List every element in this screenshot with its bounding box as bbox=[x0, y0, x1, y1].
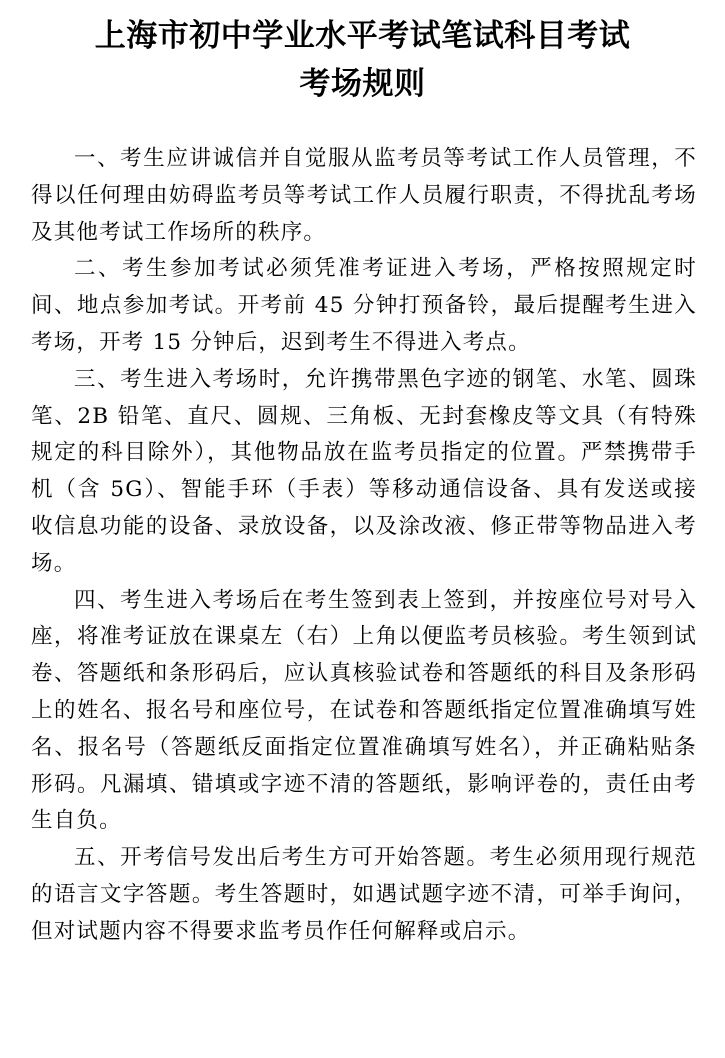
rule-paragraph-4: 四、考生进入考场后在考生签到表上签到，并按座位号对号入座，将准考证放在课桌左（右）上角以便监考员核验。考生领到试卷、答题纸和条形码后，应认真核验试卷和答题纸的科目及条形码上的姓名、报名号和座位号，在试卷和答题纸指定位置准确填写姓名、报名号（答题纸反面指定位置准确填写姓名），并正确粘贴条形码。凡漏填、错填或字迹不清的答题纸，影响评卷的，责任由考生自负。 bbox=[31, 587, 697, 834]
rules-body bbox=[31, 141, 697, 951]
document-title-line-1: 上海市初中学业水平考试笔试科目考试 bbox=[94, 18, 631, 54]
rule-paragraph-1: 一、考生应讲诚信并自觉服从监考员等考试工作人员管理，不得以任何理由妨碍监考员等考试工作人员履行职责，不得扰乱考场及其他考试工作场所的秩序。 bbox=[31, 146, 697, 245]
rule-paragraph-3: 三、考生进入考场时，允许携带黑色字迹的钢笔、水笔、圆珠笔、2B 铅笔、直尺、圆规、三角板、无封套橡皮等文具（有特殊规定的科目除外），其他物品放在监考员指定的位置。严禁携带手机（含 5G）、智能手环（手表）等移动通信设备、具有发送或接收信息功能的设备、录放设备，以及涂改液、修正带等物品进入考场。 bbox=[31, 366, 697, 576]
rule-paragraph-5: 五、开考信号发出后考生方可开始答题。考生必须用现行规范的语言文字答题。考生答题时，如遇试题字迹不清，可举手询问，但对试题内容不得要求监考员作任何解释或启示。 bbox=[31, 845, 697, 944]
rule-paragraph-2: 二、考生参加考试必须凭准考证进入考场，严格按照规定时间、地点参加考试。开考前 45 分钟打预备铃，最后提醒考生进入考场，开考 15 分钟后，迟到考生不得进入考点。 bbox=[31, 256, 697, 355]
document-title-line-2: 考场规则 bbox=[299, 66, 426, 102]
